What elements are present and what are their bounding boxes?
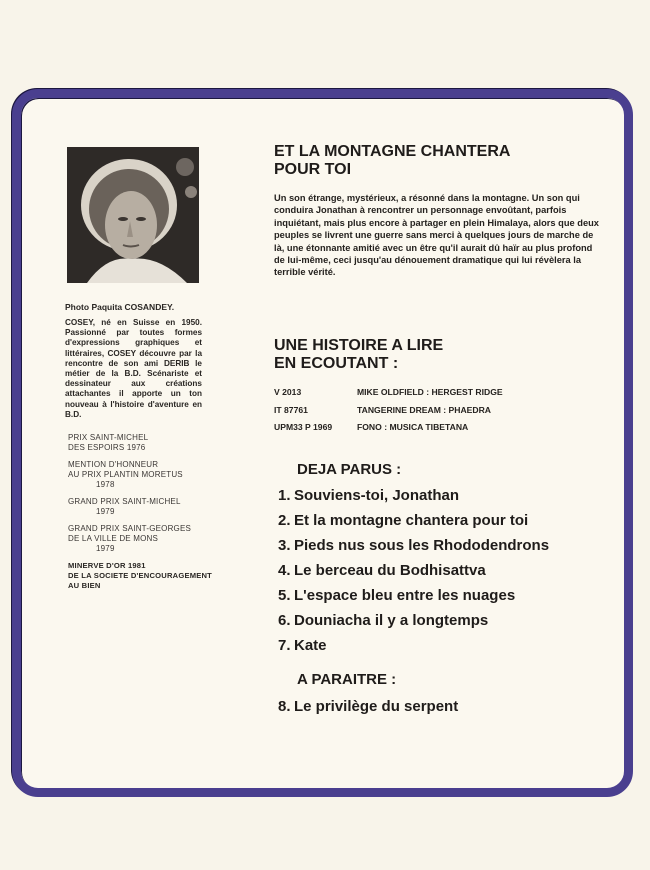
album-number: 3. [278, 537, 291, 554]
record-row [274, 421, 503, 439]
award-line: GRAND PRIX SAINT-GEORGES [68, 524, 192, 533]
portrait-icon [67, 147, 199, 283]
award-year: 1979 [96, 507, 115, 516]
award-line: MENTION D'HONNEUR [68, 460, 159, 469]
book-title [274, 143, 594, 179]
album-title: Kate [294, 637, 327, 654]
album-item [278, 610, 549, 635]
award-line: MINERVE D'OR 1981 [68, 561, 146, 570]
record-row [274, 386, 503, 404]
album-item [278, 635, 549, 660]
award-line: DES ESPOIRS 1976 [68, 443, 146, 452]
award-year: 1979 [96, 544, 115, 553]
author-photo [67, 147, 199, 283]
album-item [278, 560, 549, 585]
listen-heading-line: EN ECOUTANT : [274, 355, 399, 372]
album-title: Pieds nus sous les Rhododendrons [294, 537, 550, 554]
award-item [68, 561, 238, 591]
record-title: TANGERINE DREAM : PHAEDRA [357, 404, 491, 415]
album-number: 6. [278, 612, 291, 629]
album-item [278, 585, 549, 610]
award-item [68, 524, 238, 554]
album-item [278, 485, 549, 510]
album-number: 7. [278, 637, 291, 654]
album-title: Douniacha il y a longtemps [294, 612, 489, 629]
award-year: 1978 [96, 480, 115, 489]
record-title: MIKE OLDFIELD : HERGEST RIDGE [357, 387, 503, 397]
album-title: Le privilège du serpent [294, 698, 459, 715]
published-heading: DEJA PARUS : [297, 461, 402, 478]
synopsis [274, 192, 604, 279]
listen-heading [274, 337, 574, 373]
album-number: 1. [278, 487, 291, 504]
album-number: 2. [278, 512, 291, 529]
award-line: PRIX SAINT-MICHEL [68, 433, 149, 442]
album-title: Souviens-toi, Jonathan [294, 487, 460, 504]
award-line: DE LA VILLE DE MONS [68, 534, 159, 543]
album-item [278, 696, 458, 721]
author-bio: COSEY, né en Suisse en 1950. Passionné par toutes formes d'expressions graphiques et littéraires, COSEY découvre par la rencontre de son ami DERIB le métier de la B.D. Scénariste et dessinateur aux créations attachantes il apporte un ton nouveau à l'histoire d'aventure en B.D. [65, 318, 202, 419]
records-list [274, 386, 503, 439]
award-line: AU BIEN [68, 581, 101, 590]
album-title: L'espace bleu entre les nuages [294, 587, 516, 604]
album-title: Le berceau du Bodhisattva [294, 562, 486, 579]
listen-heading-line: UNE HISTOIRE A LIRE [274, 337, 444, 354]
album-number: 4. [278, 562, 291, 579]
record-row [274, 404, 503, 422]
album-item [278, 510, 549, 535]
awards-list [68, 433, 238, 598]
award-item [68, 460, 238, 490]
album-title: Et la montagne chantera pour toi [294, 512, 529, 529]
album-number: 8. [278, 698, 291, 715]
published-list [278, 485, 549, 660]
album-number: 5. [278, 587, 291, 604]
award-line: AU PRIX PLANTIN MORETUS [68, 470, 183, 479]
photo-credit: Photo Paquita COSANDEY. [65, 302, 175, 312]
album-item [278, 535, 549, 560]
upcoming-list [278, 696, 458, 721]
award-item [68, 433, 238, 453]
award-line: DE LA SOCIETE D'ENCOURAGEMENT [68, 571, 213, 580]
record-title: FONO : MUSICA TIBETANA [357, 422, 469, 432]
book-title-line: ET LA MONTAGNE CHANTERA [274, 143, 511, 160]
synopsis-text: Un son étrange, mystérieux, a résonné dans la montagne. Un son qui conduira Jonathan à rencontrer un personnage envoûtant, parfois inquiétant, mais plus encore à partager en plein Himalaya, alors que deux peuples se livrent une guerre sans merci à quelques jours de marche de là, une étonnante amitié avec un être qu'il aurait dû haïr au plus profond de lui-même, ceci jusqu'au dénouement dramatique qui lui révèlera la terrible vérité. [274, 193, 599, 278]
record-code: UPM33 P 1969 [274, 422, 333, 432]
book-title-line: POUR TOI [274, 161, 352, 178]
award-line: GRAND PRIX SAINT-MICHEL [68, 497, 181, 506]
record-code: V 2013 [274, 387, 302, 397]
award-item [68, 497, 238, 517]
record-code: IT 87761 [274, 404, 308, 415]
upcoming-heading: A PARAITRE : [297, 671, 397, 688]
